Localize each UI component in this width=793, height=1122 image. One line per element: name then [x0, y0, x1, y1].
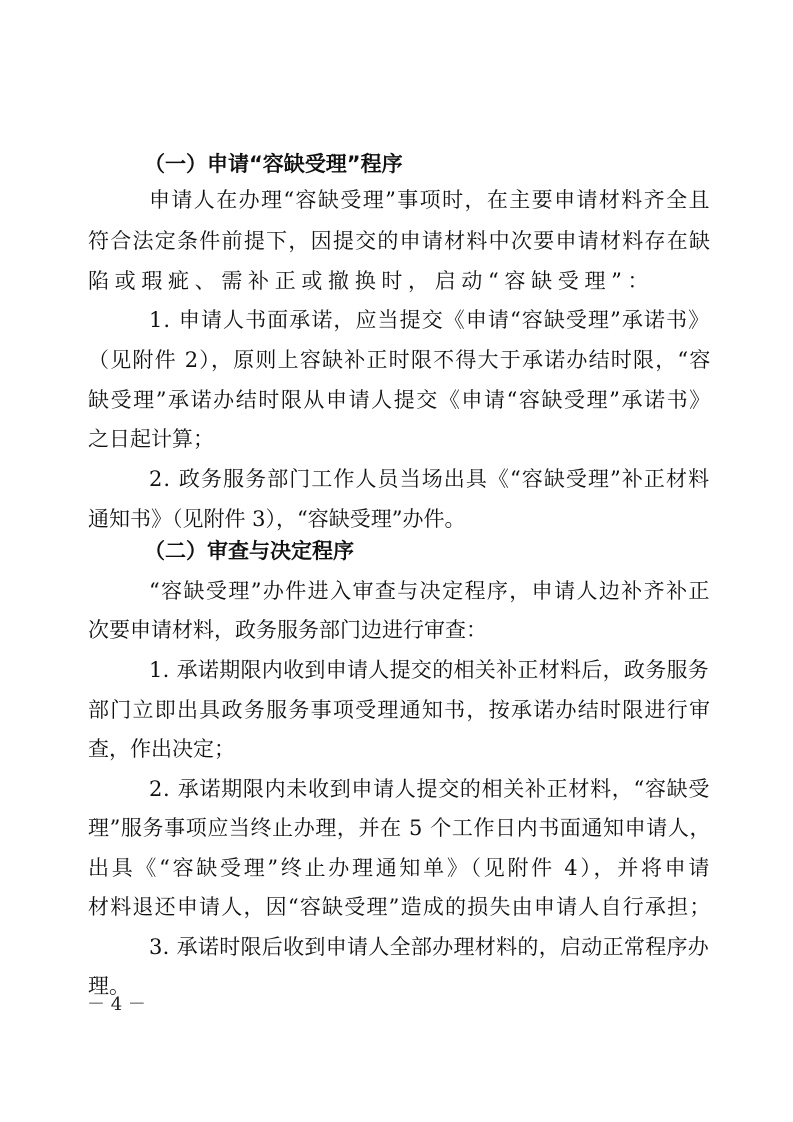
list-item-line: 出具《“容缺受理”终止办理通知单》（见附件 4），并将申请	[88, 856, 713, 880]
list-item-line: 1. 承诺期限内收到申请人提交的相关补正材料后，政务服务	[149, 658, 710, 682]
paragraph-line: 符合法定条件前提下，因提交的申请材料中次要申请材料存在缺	[88, 229, 712, 253]
page-number: － 4 －	[87, 994, 146, 1015]
list-item-line: 缺受理”承诺办结时限从申请人提交《申请“容缺受理”承诺书》	[88, 388, 712, 412]
list-item-line: 材料退还申请人，因“容缺受理”造成的损失由申请人自行承担；	[88, 895, 712, 919]
list-item-line: 3. 承诺时限后收到申请人全部办理材料的，启动正常程序办	[149, 935, 710, 959]
list-item-line: 1. 申请人书面承诺，应当提交《申请“容缺受理”承诺书》	[149, 308, 711, 332]
list-item-line: 查，作出决定；	[88, 737, 235, 761]
list-item-line: 2. 政务服务部门工作人员当场出具《“容缺受理”补正材料	[149, 467, 711, 491]
list-item-line: （见附件 2），原则上容缺补正时限不得大于承诺办结时限，“容	[88, 348, 712, 372]
list-item-line: 2. 承诺期限内未收到申请人提交的相关补正材料，“容缺受	[149, 777, 711, 801]
section-heading-1: （一）申请“容缺受理”程序	[144, 152, 403, 176]
list-item-line: 理。	[88, 974, 130, 998]
list-item-line: 部门立即出具政务服务事项受理通知书，按承诺办结时限进行审	[88, 698, 712, 722]
list-item-line: 理”服务事项应当终止办理，并在 5 个工作日内书面通知申请人，	[88, 816, 712, 840]
paragraph-line: 次要申请材料，政务服务部门边进行审查：	[88, 618, 487, 642]
paragraph-line: 陷或瑕疵、需补正或撤换时，启动“容缺受理”：	[88, 269, 655, 293]
paragraph-line: “容缺受理”办件进入审查与决定程序，申请人边补齐补正	[149, 579, 711, 603]
paragraph-line: 申请人在办理“容缺受理”事项时，在主要申请材料齐全且	[149, 188, 711, 212]
list-item-line: 通知书》（见附件 3），“容缺受理”办件。	[88, 507, 466, 531]
section-heading-2: （二）审查与决定程序	[144, 539, 354, 563]
list-item-line: 之日起计算；	[88, 427, 214, 451]
